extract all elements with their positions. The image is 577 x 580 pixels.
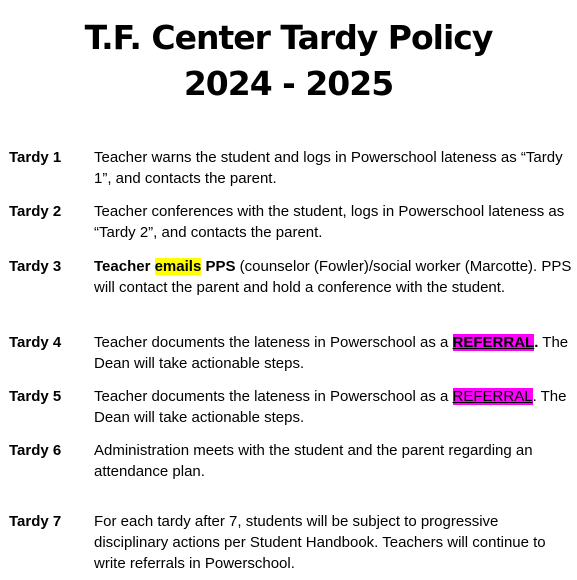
tardy-bold-text: . xyxy=(534,334,539,351)
school-year: 2024 - 2025 xyxy=(183,64,394,103)
tardy-bold-text: Teacher xyxy=(94,258,155,275)
tardy-label: Tardy 2 xyxy=(9,203,62,220)
referral-highlight: REFERRAL xyxy=(452,388,533,405)
page-title: T.F. Center Tardy Policy xyxy=(84,18,493,57)
highlighted-keyword: emails xyxy=(154,258,202,275)
tardy-description: Teacher warns the student and logs in Powerschool lateness as “Tardy 1”, and contacts the parent. xyxy=(94,149,563,187)
tardy-description xyxy=(94,256,572,298)
tardy-description xyxy=(94,386,572,428)
tardy-text: Teacher documents the lateness in Powerschool as a xyxy=(94,334,453,351)
tardy-bold-text: PPS xyxy=(201,258,236,275)
tardy-description: Administration meets with the student and the parent regarding an attendance plan. xyxy=(94,442,533,480)
tardy-label: Tardy 5 xyxy=(9,388,62,405)
tardy-text: . The Dean will take actionable steps. xyxy=(94,388,567,426)
tardy-label: Tardy 1 xyxy=(9,149,62,166)
tardy-text: The Dean will take actionable steps. xyxy=(94,334,569,372)
tardy-text: Teacher documents the lateness in Powerschool as a xyxy=(94,388,453,405)
tardy-description: For each tardy after 7, students will be subject to progressive disciplinary actions per Student Handbook. Teachers will continue to write referrals in Powerschool. xyxy=(94,513,546,572)
tardy-description: Teacher conferences with the student, logs in Powerschool lateness as “Tardy 2”, and contacts the parent. xyxy=(94,203,565,241)
tardy-description xyxy=(94,332,572,374)
referral-highlight: REFERRAL xyxy=(452,334,535,351)
tardy-label: Tardy 7 xyxy=(9,513,62,530)
tardy-label: Tardy 6 xyxy=(9,442,62,459)
tardy-text: (counselor (Fowler)/social worker (Marcotte). PPS will contact the parent and hold a conference with the student. xyxy=(94,258,572,296)
tardy-label: Tardy 4 xyxy=(9,334,62,351)
tardy-label: Tardy 3 xyxy=(9,258,62,275)
